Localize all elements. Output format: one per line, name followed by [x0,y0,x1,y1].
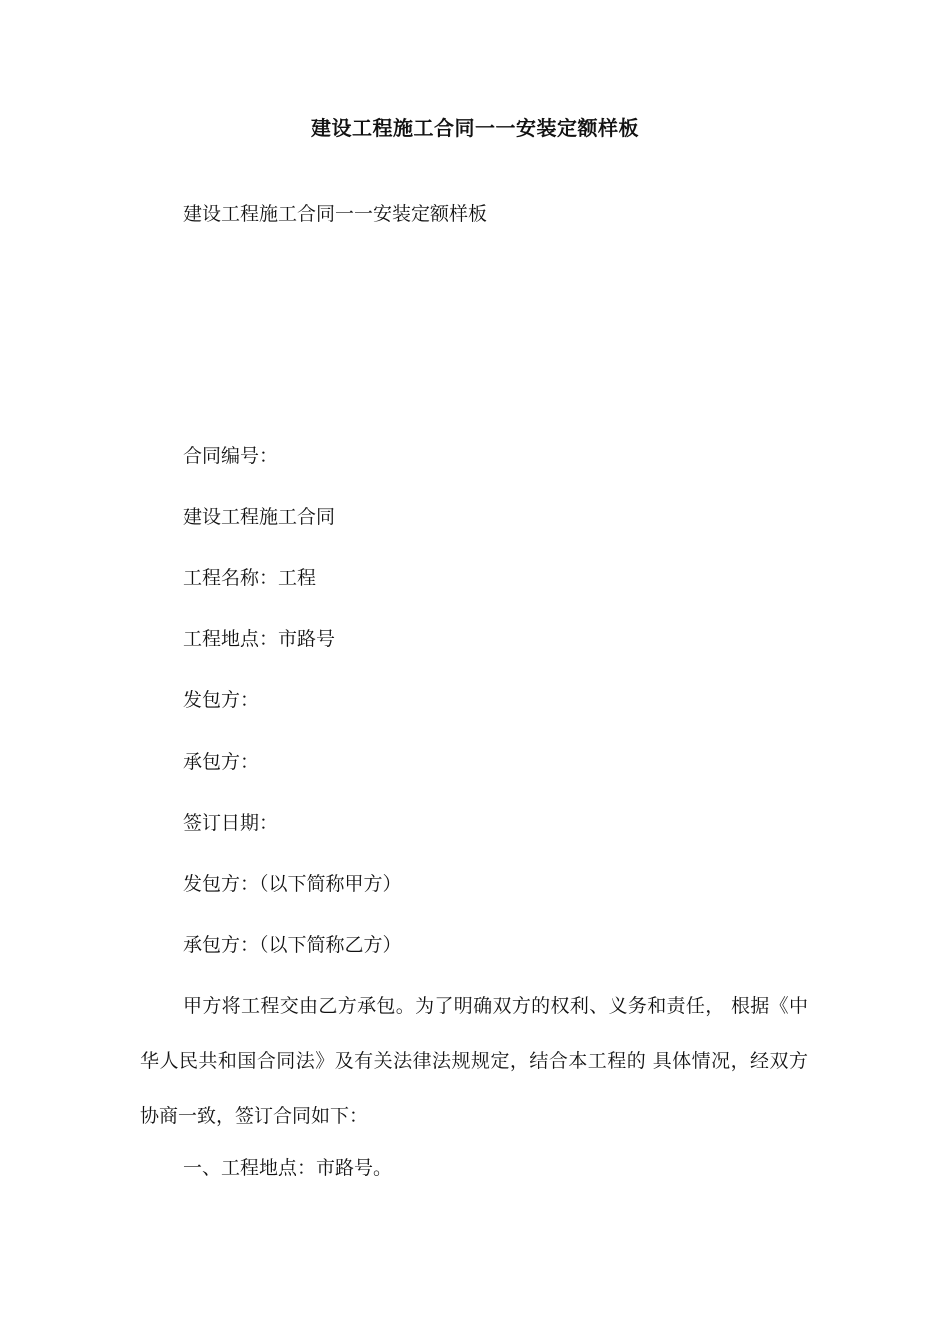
document-subtitle: 建设工程施工合同一一安装定额样板 [183,203,488,225]
contract-type-label: 建设工程施工合同 [183,506,336,528]
contract-number-label: 合同编号： [183,445,279,467]
signing-date-label: 签订日期： [183,812,279,834]
client-party-alias: 发包方：（以下简称甲方） [183,873,402,895]
document-title: 建设工程施工合同一一安装定额样板 [311,116,639,140]
client-party-label: 发包方： [183,689,260,711]
contractor-party-label: 承包方： [183,751,260,773]
project-location-field: 工程地点：市路号 [183,628,336,650]
clause-1: 一、工程地点：市路号。 [183,1157,393,1179]
project-name-field: 工程名称：工程 [183,567,317,589]
intro-paragraph: 甲方将工程交由乙方承包。为了明确双方的权利、义务和责任， 根据《中华人民共和国合同法》及有关法律法规规定，结合本工程的 具体情况，经双方协商一致，签订合同如下： [140,995,808,1127]
contractor-party-alias: 承包方：（以下简称乙方） [183,934,402,956]
